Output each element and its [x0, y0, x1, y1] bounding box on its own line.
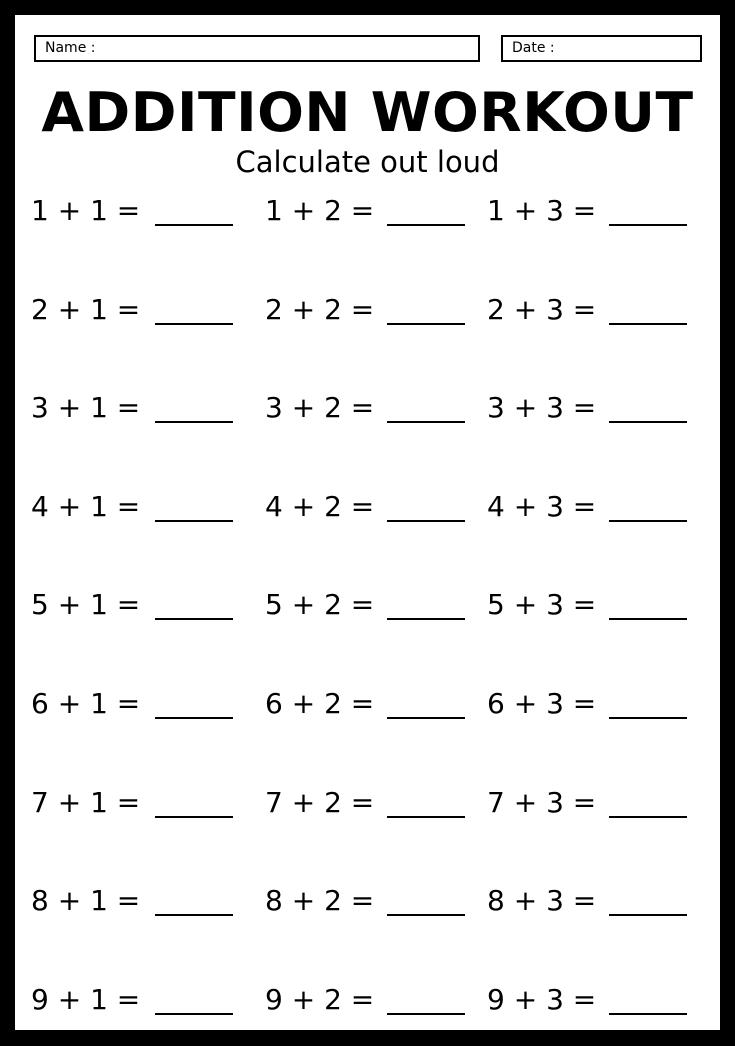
page-title: ADDITION WORKOUT — [41, 81, 694, 144]
problem-item — [15, 487, 720, 527]
answer-blank[interactable] — [609, 1013, 687, 1015]
page-subtitle: Calculate out loud — [235, 145, 500, 179]
problem-expression: 3 + 1 = — [31, 391, 141, 425]
problem-expression: 2 + 1 = — [31, 292, 141, 326]
problem-expression: 2 + 2 = — [265, 292, 375, 326]
answer-blank[interactable] — [609, 618, 687, 620]
problem-expression: 7 + 1 = — [31, 785, 141, 819]
answer-blank[interactable] — [609, 224, 687, 226]
problem-expression: 1 + 1 = — [31, 194, 141, 227]
answer-blank[interactable] — [609, 421, 687, 423]
problem-item — [15, 290, 720, 330]
answer-blank[interactable] — [609, 816, 687, 818]
problem-grid — [15, 15, 720, 1030]
problem-expression: 5 + 1 = — [31, 588, 141, 622]
name-label: Name : — [45, 40, 96, 56]
problem-expression: 8 + 3 = — [487, 884, 597, 918]
problem-expression: 2 + 3 = — [487, 292, 597, 326]
problem-expression: 9 + 3 = — [487, 982, 597, 1016]
problem-expression: 5 + 3 = — [487, 588, 597, 622]
problem-item — [15, 684, 720, 724]
problem-expression: 7 + 2 = — [265, 785, 375, 819]
problem-expression: 8 + 2 = — [265, 884, 375, 918]
problem-expression: 7 + 3 = — [487, 785, 597, 819]
problem-expression: 4 + 1 = — [31, 489, 141, 523]
answer-blank[interactable] — [609, 914, 687, 916]
problem-item — [15, 388, 720, 428]
problem-expression: 9 + 2 = — [265, 982, 375, 1016]
problem-expression: 8 + 1 = — [31, 884, 141, 918]
problem-item — [15, 783, 720, 823]
problem-expression: 9 + 1 = — [31, 982, 141, 1016]
problem-expression: 1 + 2 = — [265, 194, 375, 227]
problem-expression: 5 + 2 = — [265, 588, 375, 622]
problem-item — [15, 980, 720, 1020]
answer-blank[interactable] — [609, 520, 687, 522]
problem-item — [15, 191, 720, 231]
answer-blank[interactable] — [609, 323, 687, 325]
problem-expression: 6 + 3 = — [487, 687, 597, 720]
answer-blank[interactable] — [609, 717, 687, 719]
problem-item — [15, 881, 720, 921]
problem-expression: 4 + 2 = — [265, 489, 375, 523]
problem-expression: 6 + 1 = — [31, 687, 141, 720]
problem-expression: 3 + 3 = — [487, 391, 597, 425]
problem-expression: 6 + 2 = — [265, 687, 375, 720]
problem-item — [15, 585, 720, 625]
problem-expression: 4 + 3 = — [487, 489, 597, 523]
date-label: Date : — [512, 40, 555, 56]
problem-expression: 3 + 2 = — [265, 391, 375, 425]
problem-expression: 1 + 3 = — [487, 194, 597, 227]
